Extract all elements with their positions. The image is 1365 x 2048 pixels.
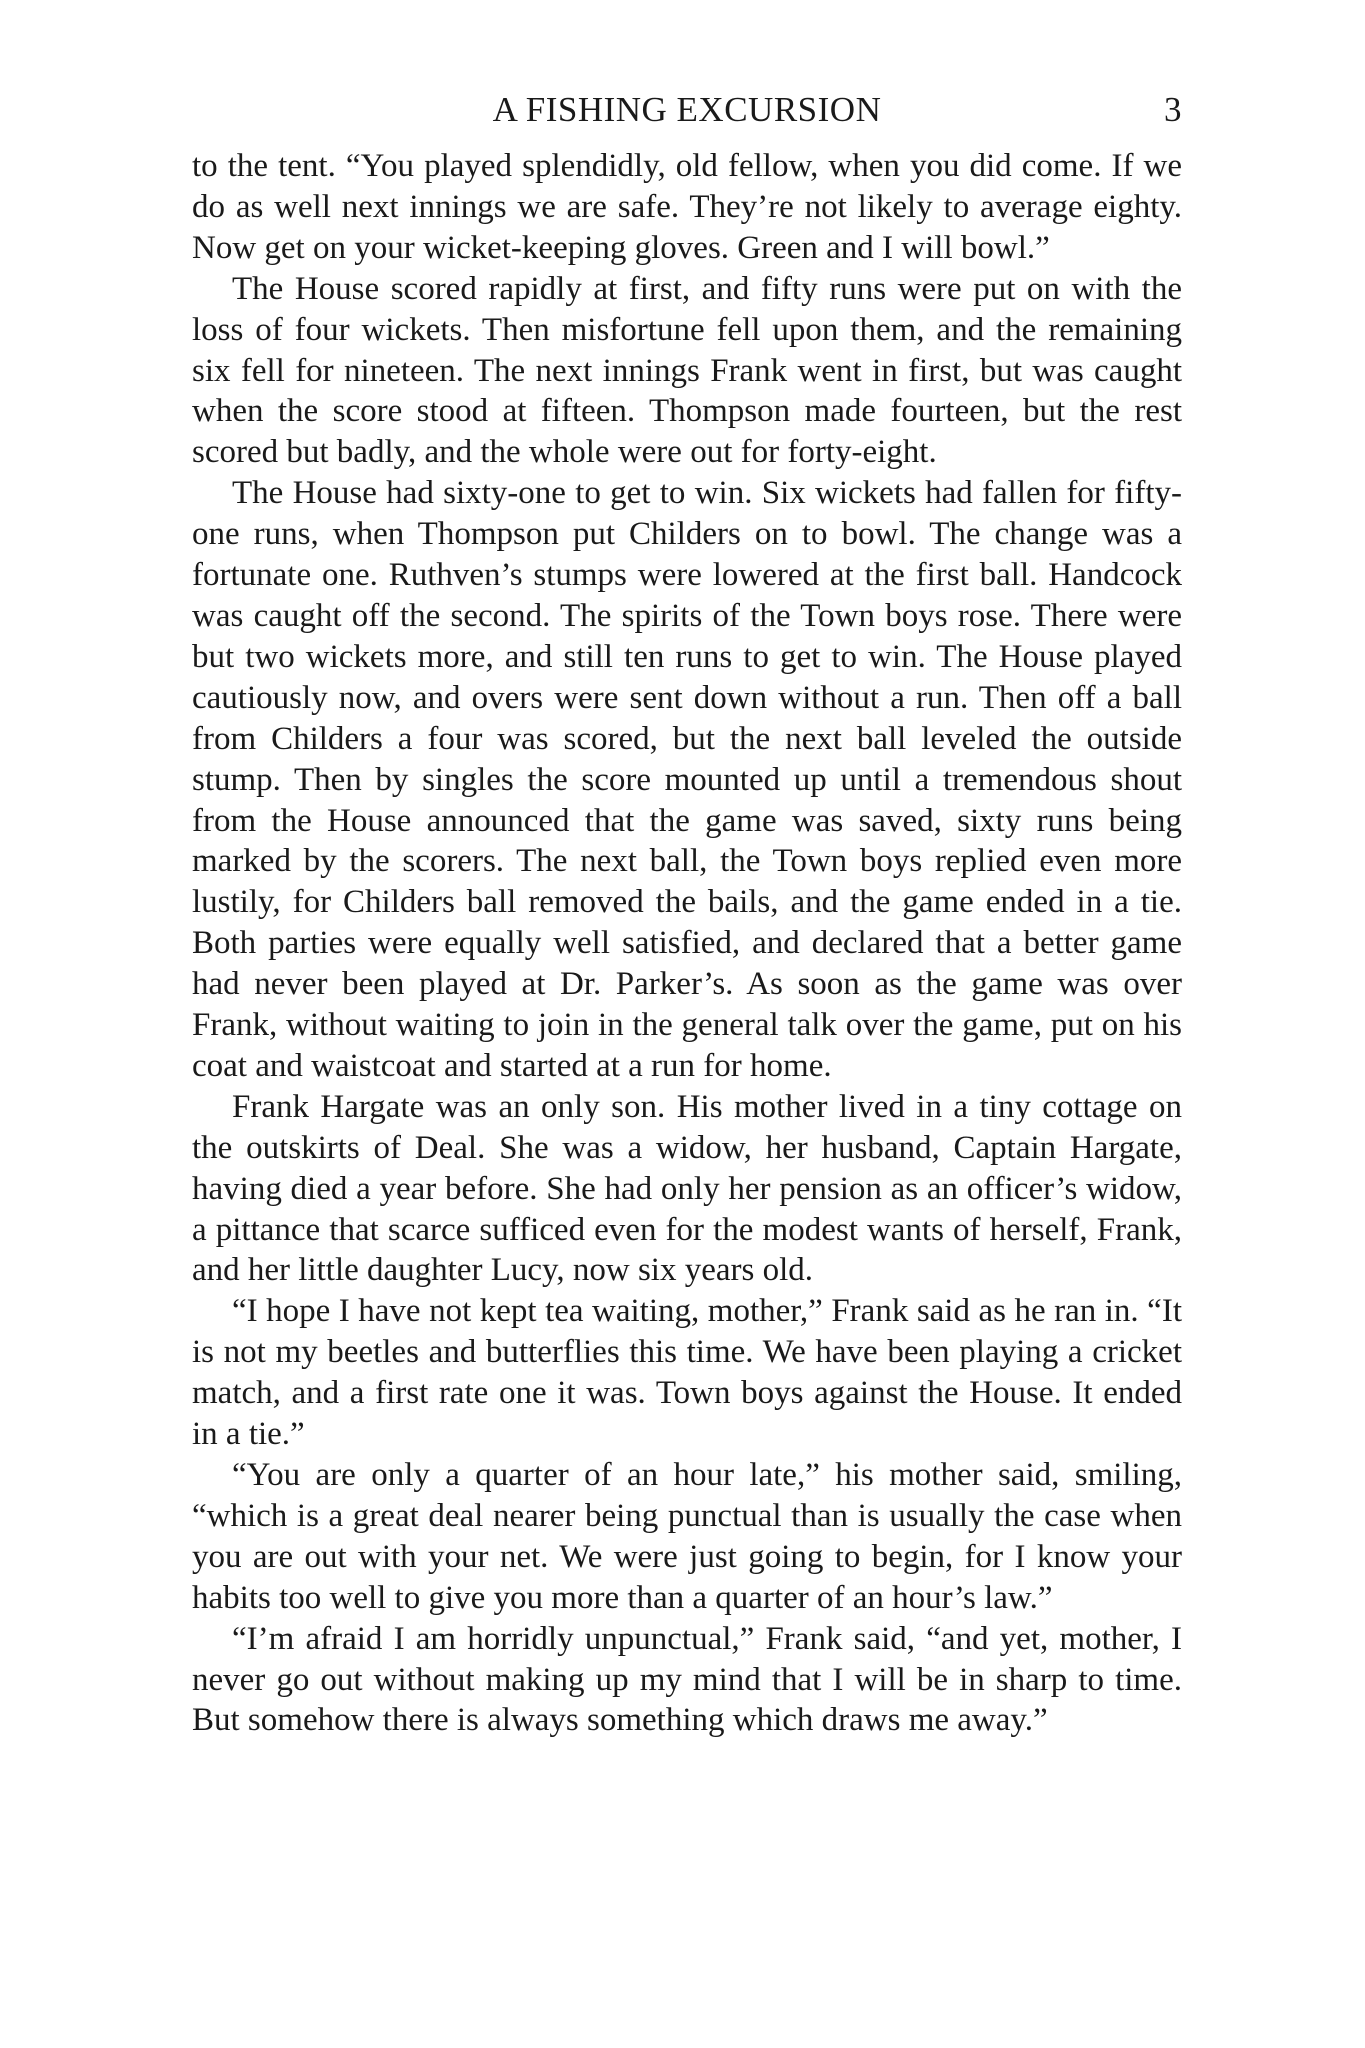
paragraph: Frank Hargate was an only son. His mother lived in a tiny cottage on the outskirts of Deal. She was a widow, her husband, Captain Hargate, having died a year before. She had only her pension as an officer’s widow, a pittance that scarce sufficed even for the modest wants of herself, Frank, and her little daughter Lucy, now six years old.: [192, 1088, 1182, 1289]
paragraph: to the tent. “You played splendidly, old fellow, when you did come. If we do as well next innings we are safe. They’re not likely to average eighty. Now get on your wicket-keeping gloves. Green and I will bowl.”: [192, 148, 1182, 266]
paragraph: The House scored rapidly at first, and fifty runs were put on with the loss of four wickets. Then misfortune fell upon them, and the remaining six fell for nineteen. The next innings Frank went in first, but was caught when the score stood at fifteen. Thompson made fourteen, but the rest scored but badly, and the whole were out for forty-eight.: [192, 270, 1182, 471]
chapter-title: A FISHING EXCURSION: [492, 90, 882, 129]
running-header: [192, 88, 1182, 132]
paragraph: “You are only a quarter of an hour late,” his mother said, smiling, “which is a great deal nearer being punctual than is usually the case when you are out with your net. We were just going to begin, for I know your habits too well to give you more than a quarter of an hour’s law.”: [192, 1457, 1182, 1616]
page-number: 3: [1164, 90, 1182, 129]
paragraph: “I hope I have not kept tea waiting, mother,” Frank said as he ran in. “It is not my beetles and butterflies this time. We have been playing a cricket match, and a first rate one it was. Town boys against the House. It ended in a tie.”: [192, 1293, 1182, 1453]
paragraph: “I’m afraid I am horridly unpunctual,” Frank said, “and yet, mother, I never go out without making up my mind that I will be in sharp to time. But somehow there is always something which draws me away.”: [192, 1620, 1182, 1739]
body-text: [192, 146, 1182, 1741]
book-page: [192, 88, 1182, 1741]
paragraph: The House had sixty-one to get to win. Six wickets had fallen for fifty-one runs, when Thompson put Childers on to bowl. The change was a fortunate one. Ruthven’s stumps were lowered at the first ball. Handcock was caught off the second. The spirits of the Town boys rose. There were but two wickets more, and still ten runs to get to win. The House played cautiously now, and overs were sent down without a run. Then off a ball from Childers a four was scored, but the next ball leveled the outside stump. Then by singles the score mounted up until a tremendous shout from the House announced that the game was saved, sixty runs being marked by the scorers. The next ball, the Town boys replied even more lustily, for Childers ball removed the bails, and the game ended in a tie. Both parties were equally well satisfied, and declared that a better game had never been played at Dr. Parker’s. As soon as the game was over Frank, without waiting to join in the general talk over the game, put on his coat and waistcoat and started at a run for home.: [192, 475, 1182, 1084]
